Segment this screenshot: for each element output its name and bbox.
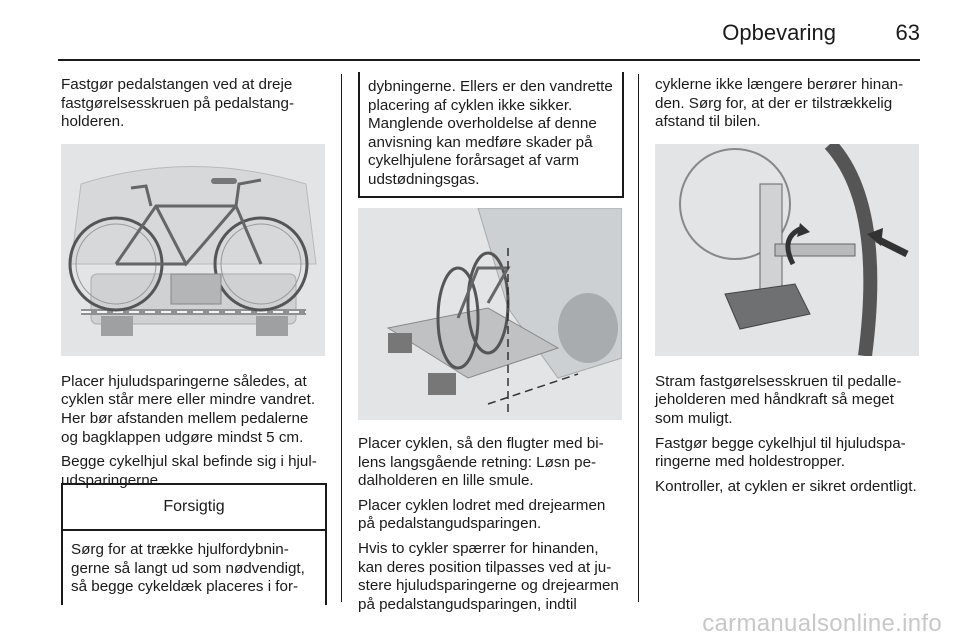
column-divider-1 (341, 74, 342, 602)
column-1 (61, 76, 326, 496)
paragraph: Begge cykelhjul skal befinde sig i hjuludsparingerne. (61, 453, 317, 489)
paragraph: Placer hjuludsparingerne således, at cyklen står mere eller mindre vandret. Her bør afstanden mellem pedalerne og bagklappen udgøre mindst 5 cm. (61, 372, 316, 446)
header-rule (58, 59, 920, 61)
paragraph: Kontroller, at cyklen er sikret ordentligt. (655, 477, 917, 495)
column-2 (358, 208, 624, 620)
caution-box (61, 483, 327, 605)
paragraph: Fastgør begge cykelhjul til hjuludsparingerne med holdestropper. (655, 434, 906, 471)
paragraph: cyklerne ikke længere berører hinanden. Sørg for, at der er tilstrækkelig afstand til bilen. (655, 76, 904, 131)
caution-text-continued: dybningerne. Ellers er den vandrette placering af cyklen ikke sikker. Manglende overholdelse af denne anvisning kan medføre skader på cykelhjulene forårsaget af varm udstødningsgas. (368, 78, 613, 188)
section-title: Opbevaring (722, 20, 836, 45)
watermark: carmanualsonline.info (702, 610, 942, 637)
page-number: 63 (895, 20, 920, 45)
figure-bike-on-carrier-side (61, 144, 325, 356)
column-3 (655, 76, 921, 502)
caution-title: Forsigtig (63, 485, 325, 531)
caution-text: Sørg for at trække hjulfordybningerne så langt ud som nødvendigt, så begge cykeldæk placeres i for- (71, 541, 305, 596)
paragraph: Placer cyklen, så den flugter med bilens langsgående retning: Løsn pedalholderen en lille smule. (358, 435, 604, 490)
paragraph: Placer cyklen lodret med drejearmen på pedalstangudsparingen. (358, 496, 606, 533)
caution-box-continued (358, 72, 624, 198)
paragraph: Stram fastgørelsesskruen til pedallejeholderen med håndkraft så meget som muligt. (655, 372, 902, 427)
column-divider-2 (638, 74, 639, 602)
figure-pedal-holder-closeup (655, 144, 919, 356)
paragraph: Fastgør pedalstangen ved at dreje fastgørelsesskruen på pedalstangholderen. (61, 76, 295, 131)
page-header (58, 0, 920, 58)
paragraph: Hvis to cykler spærrer for hinanden, kan deres position tilpasses ved at justere hjuludsparingerne og drejearmen på pedalstangudsparingen, indtil (358, 539, 619, 613)
figure-bike-on-carrier-rear (358, 208, 622, 420)
